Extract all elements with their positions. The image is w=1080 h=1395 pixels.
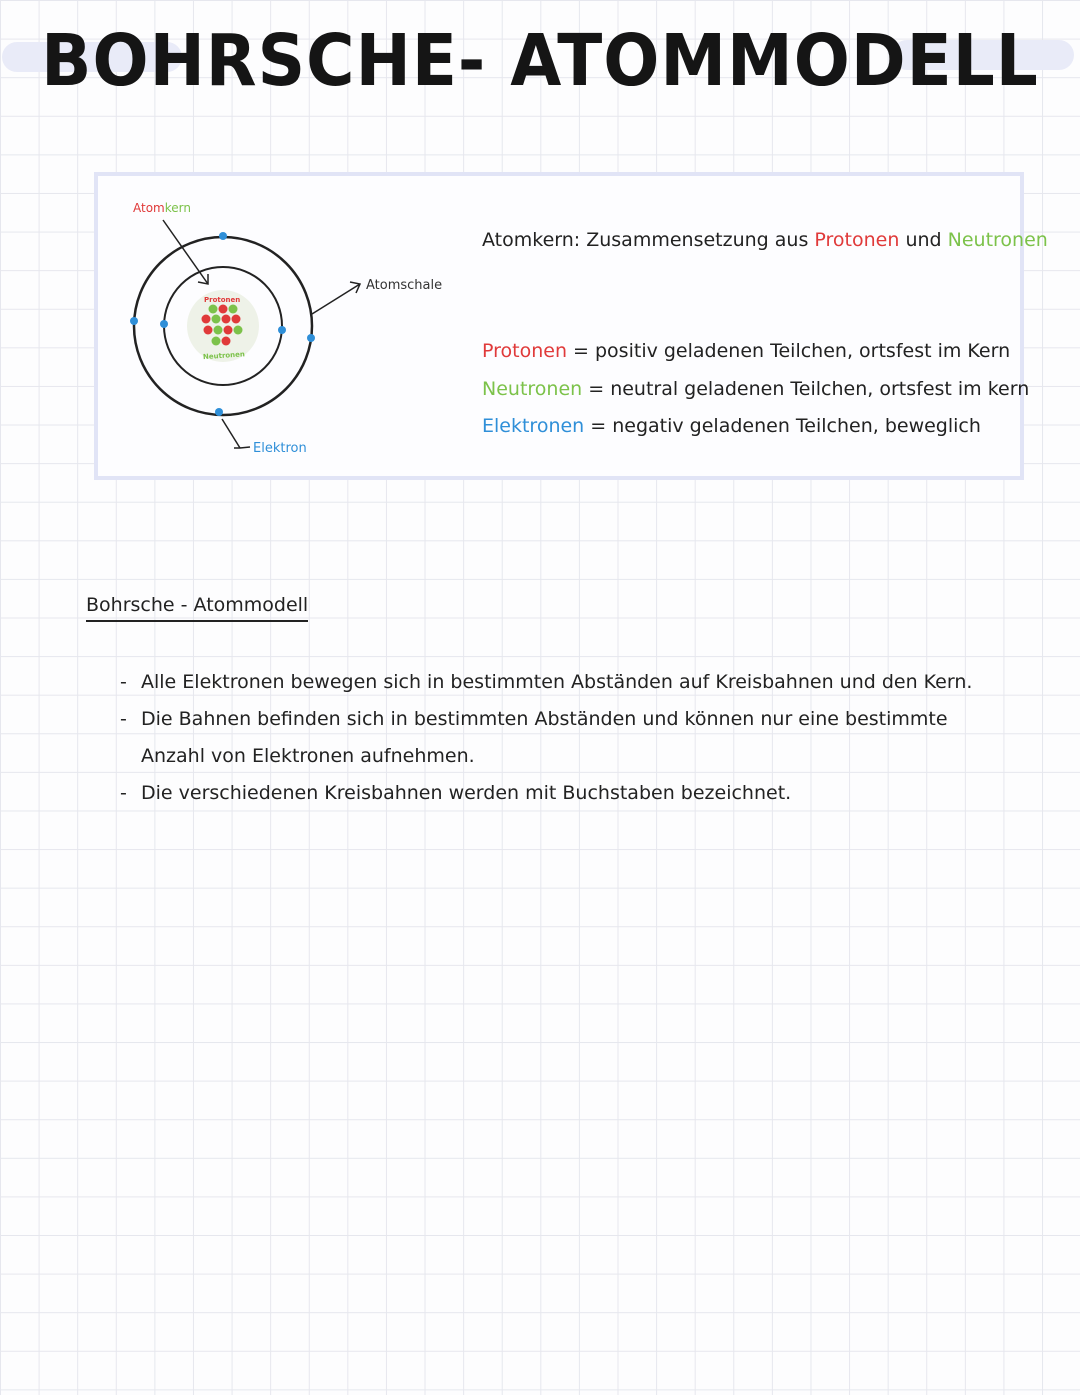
label-elektron: Elektron bbox=[253, 441, 307, 456]
term-protonen: Protonen bbox=[482, 340, 567, 362]
electron bbox=[219, 232, 227, 240]
term-atomkern: Atomkern: bbox=[482, 229, 581, 251]
proton bbox=[222, 315, 231, 324]
list-item bbox=[120, 701, 1000, 775]
sep-protonen: = bbox=[567, 340, 595, 362]
definition-elektronen bbox=[482, 415, 981, 437]
label-protonen: Protonen bbox=[204, 296, 241, 304]
electron bbox=[278, 326, 286, 334]
arrow-atomkern-line bbox=[163, 220, 208, 284]
label-neutronen: Neutronen bbox=[202, 350, 246, 362]
bullet-text: Alle Elektronen bewegen sich in bestimmten Abständen auf Kreisbahnen und den Kern. bbox=[141, 671, 973, 693]
electron bbox=[130, 317, 138, 325]
proton bbox=[232, 315, 241, 324]
proton bbox=[204, 326, 213, 335]
electron bbox=[215, 408, 223, 416]
arrow-atomschale-line bbox=[312, 284, 360, 314]
arrow-elektron-line bbox=[222, 419, 240, 448]
definition-protonen bbox=[482, 340, 1010, 362]
bullet-dash: - bbox=[120, 708, 127, 730]
label-atomkern bbox=[133, 201, 191, 215]
arrow-elektron-head bbox=[234, 447, 250, 448]
sep-neutronen: = bbox=[582, 378, 611, 400]
label-atomkern-part2: kern bbox=[164, 201, 191, 215]
definition-neutronen bbox=[482, 378, 1029, 400]
list-item bbox=[120, 775, 1000, 812]
proton bbox=[202, 315, 211, 324]
proton bbox=[219, 305, 228, 314]
atomkern-neutronen: Neutronen bbox=[947, 229, 1048, 251]
bullet-text: Die verschiedenen Kreisbahnen werden mit Buchstaben bezeichnet. bbox=[141, 782, 792, 804]
atomkern-und: und bbox=[899, 229, 948, 251]
electron bbox=[160, 320, 168, 328]
text-elektronen: negativ geladenen Teilchen, beweglich bbox=[612, 415, 981, 437]
page-title: BOHRSCHE- ATOMMODELL bbox=[41, 18, 1039, 103]
electron bbox=[307, 334, 315, 342]
neutron bbox=[209, 305, 218, 314]
text-neutronen: neutral geladenen Teilchen, ortsfest im kern bbox=[610, 378, 1030, 400]
bullet-dash: - bbox=[120, 782, 127, 804]
list-item bbox=[120, 664, 1000, 701]
neutron bbox=[229, 305, 238, 314]
proton bbox=[224, 326, 233, 335]
text-protonen: positiv geladenen Teilchen, ortsfest im Kern bbox=[595, 340, 1011, 362]
bullet-text: Die Bahnen befinden sich in bestimmten Abständen und können nur eine bestimmte Anzahl von Elektronen aufnehmen. bbox=[141, 708, 948, 767]
atomkern-text: Zusammensetzung aus bbox=[580, 229, 815, 251]
term-elektronen: Elektronen bbox=[482, 415, 585, 437]
neutron bbox=[212, 315, 221, 324]
proton bbox=[222, 337, 231, 346]
neutron bbox=[212, 337, 221, 346]
term-neutronen: Neutronen bbox=[482, 378, 583, 400]
sep-elektronen: = bbox=[584, 415, 613, 437]
neutron bbox=[234, 326, 243, 335]
neutron bbox=[214, 326, 223, 335]
bullet-list bbox=[120, 664, 1000, 812]
atom-diagram bbox=[100, 180, 460, 470]
definition-atomkern bbox=[482, 229, 1048, 251]
label-atomkern-part1: Atom bbox=[133, 201, 165, 215]
label-atomschale: Atomschale bbox=[366, 278, 443, 293]
atomkern-protonen: Protonen bbox=[814, 229, 900, 251]
section-heading: Bohrsche - Atommodell bbox=[86, 594, 308, 622]
bullet-dash: - bbox=[120, 671, 127, 693]
